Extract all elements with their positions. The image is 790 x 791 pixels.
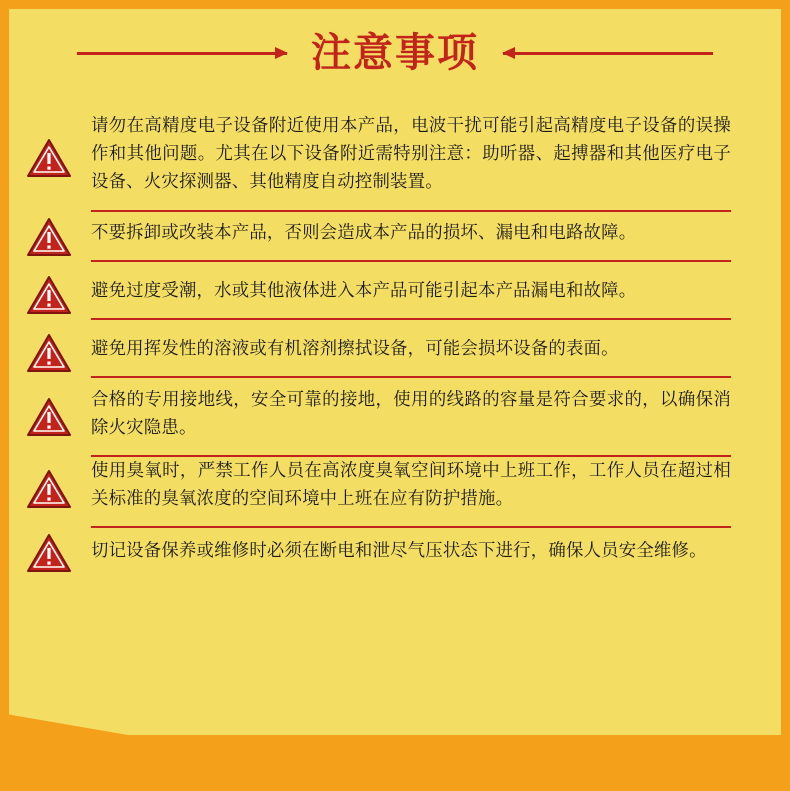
warning-triangle-icon bbox=[27, 275, 71, 315]
notice-list bbox=[9, 112, 781, 586]
warning-triangle-icon bbox=[27, 333, 71, 373]
list-item bbox=[9, 528, 781, 586]
list-item bbox=[9, 112, 781, 212]
header-rule-right-icon bbox=[503, 52, 713, 55]
notice-text: 不要拆卸或改装本产品，否则会造成本产品的损坏、漏电和电路故障。 bbox=[91, 222, 637, 243]
list-item bbox=[9, 212, 781, 270]
notice-text: 使用臭氧时，严禁工作人员在高浓度臭氧空间环境中上班工作，工作人员在超过相关标准的臭氧浓度的空间环境中上班在应有防护措施。 bbox=[91, 460, 731, 510]
page-title: 注意事项 bbox=[311, 30, 479, 76]
notice-text: 合格的专用接地线，安全可靠的接地，使用的线路的容量是符合要求的，以确保消除火灾隐患。 bbox=[91, 389, 731, 438]
notice-body bbox=[91, 219, 731, 262]
frame-border-top bbox=[0, 0, 790, 9]
warning-triangle-icon bbox=[27, 217, 71, 257]
list-item bbox=[9, 270, 781, 328]
warning-triangle-icon bbox=[27, 138, 71, 178]
notice-text: 避免用挥发性的溶液或有机溶剂擦拭设备，可能会损坏设备的表面。 bbox=[91, 338, 619, 359]
frame-border-right bbox=[781, 0, 790, 791]
notice-body bbox=[91, 386, 731, 457]
page-header bbox=[0, 14, 790, 92]
notice-body bbox=[91, 277, 731, 320]
list-item bbox=[9, 328, 781, 386]
list-item bbox=[9, 457, 781, 528]
notice-text: 请勿在高精度电子设备附近使用本产品，电波干扰可能引起高精度电子设备的误操作和其他问题。尤其在以下设备附近需特别注意：助听器、起搏器和其他医疗电子设备、火灾探测器、其他精度自动控制装置。 bbox=[91, 116, 731, 193]
header-rule-left-icon bbox=[77, 52, 287, 55]
notice-body bbox=[91, 112, 731, 212]
frame-border-left bbox=[0, 0, 9, 791]
frame-border-bottom bbox=[0, 735, 790, 791]
notice-text: 避免过度受潮，水或其他液体进入本产品可能引起本产品漏电和故障。 bbox=[91, 280, 637, 301]
notice-body bbox=[91, 537, 731, 578]
warning-triangle-icon bbox=[27, 533, 71, 573]
warning-triangle-icon bbox=[27, 397, 71, 437]
notice-body bbox=[91, 457, 731, 528]
warning-triangle-icon bbox=[27, 469, 71, 509]
notice-text: 切记设备保养或维修时必须在断电和泄尽气压状态下进行，确保人员安全维修。 bbox=[91, 540, 707, 561]
frame-corner-accent bbox=[0, 713, 128, 735]
notice-body bbox=[91, 335, 731, 378]
list-item bbox=[9, 386, 781, 457]
